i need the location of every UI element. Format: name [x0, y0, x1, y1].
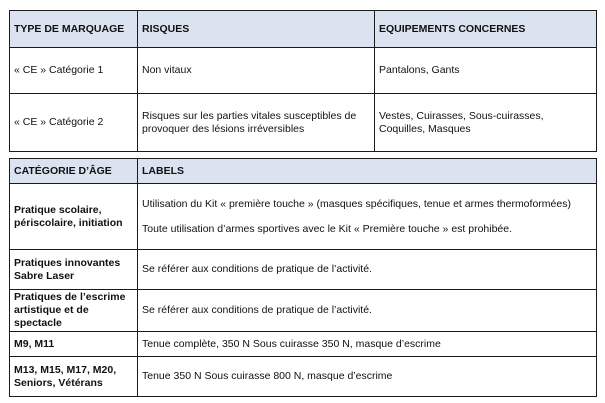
label-text: Tenue 350 N Sous cuirasse 800 N, masque d’escrime: [142, 370, 393, 382]
label-text: Se référer aux conditions de pratique de l’activité.: [142, 263, 372, 275]
age-category-table: [9, 158, 597, 397]
label-text: Se référer aux conditions de pratique de l’activité.: [142, 304, 372, 316]
marking-table: [9, 10, 597, 152]
age-table-header: [10, 159, 597, 184]
header-equipements: EQUIPEMENTS CONCERNES: [375, 11, 597, 48]
table-row: [10, 250, 597, 290]
header-risques: RISQUES: [138, 11, 375, 48]
labels-cell: [138, 290, 597, 332]
table-row: [10, 48, 597, 94]
table-row: [10, 357, 597, 397]
marking-type-cell: « CE » Catégorie 1: [10, 48, 138, 94]
header-type-de-marquage: TYPE DE MARQUAGE: [10, 11, 138, 48]
age-category-cell: M13, M15, M17, M20, Seniors, Vétérans: [10, 357, 138, 397]
equipment-cell: Pantalons, Gants: [375, 48, 597, 94]
marking-type-cell: « CE » Catégorie 2: [10, 94, 138, 152]
table-row: [10, 94, 597, 152]
age-category-cell: M9, M11: [10, 332, 138, 357]
risk-cell: Non vitaux: [138, 48, 375, 94]
label-text: Tenue complète, 350 N Sous cuirasse 350 N, masque d’escrime: [142, 337, 441, 350]
marking-table-header: [10, 11, 597, 48]
header-categorie-age: CATÉGORIE D’ÂGE: [10, 159, 138, 184]
equipment-cell: Vestes, Cuirasses, Sous-cuirasses, Coquilles, Masques: [375, 94, 597, 152]
label-text: Toute utilisation d’armes sportives avec le Kit « Première touche » est prohibée.: [142, 222, 513, 235]
labels-cell: [138, 184, 597, 250]
labels-cell: [138, 357, 597, 397]
labels-cell: [138, 250, 597, 290]
table-row: [10, 290, 597, 332]
age-category-cell: Pratiques de l’escrime artistique et de spectacle: [10, 290, 138, 332]
header-labels: LABELS: [138, 159, 597, 184]
age-category-cell: Pratiques innovantes Sabre Laser: [10, 250, 138, 290]
table-row: [10, 332, 597, 357]
table-row: [10, 184, 597, 250]
risk-cell: Risques sur les parties vitales susceptibles de provoquer des lésions irréversibles: [138, 94, 375, 152]
label-text: Utilisation du Kit « première touche » (masques spécifiques, tenue et armes thermoformées): [142, 197, 571, 210]
labels-cell: [138, 332, 597, 357]
age-category-cell: Pratique scolaire, périscolaire, initiation: [10, 184, 138, 250]
